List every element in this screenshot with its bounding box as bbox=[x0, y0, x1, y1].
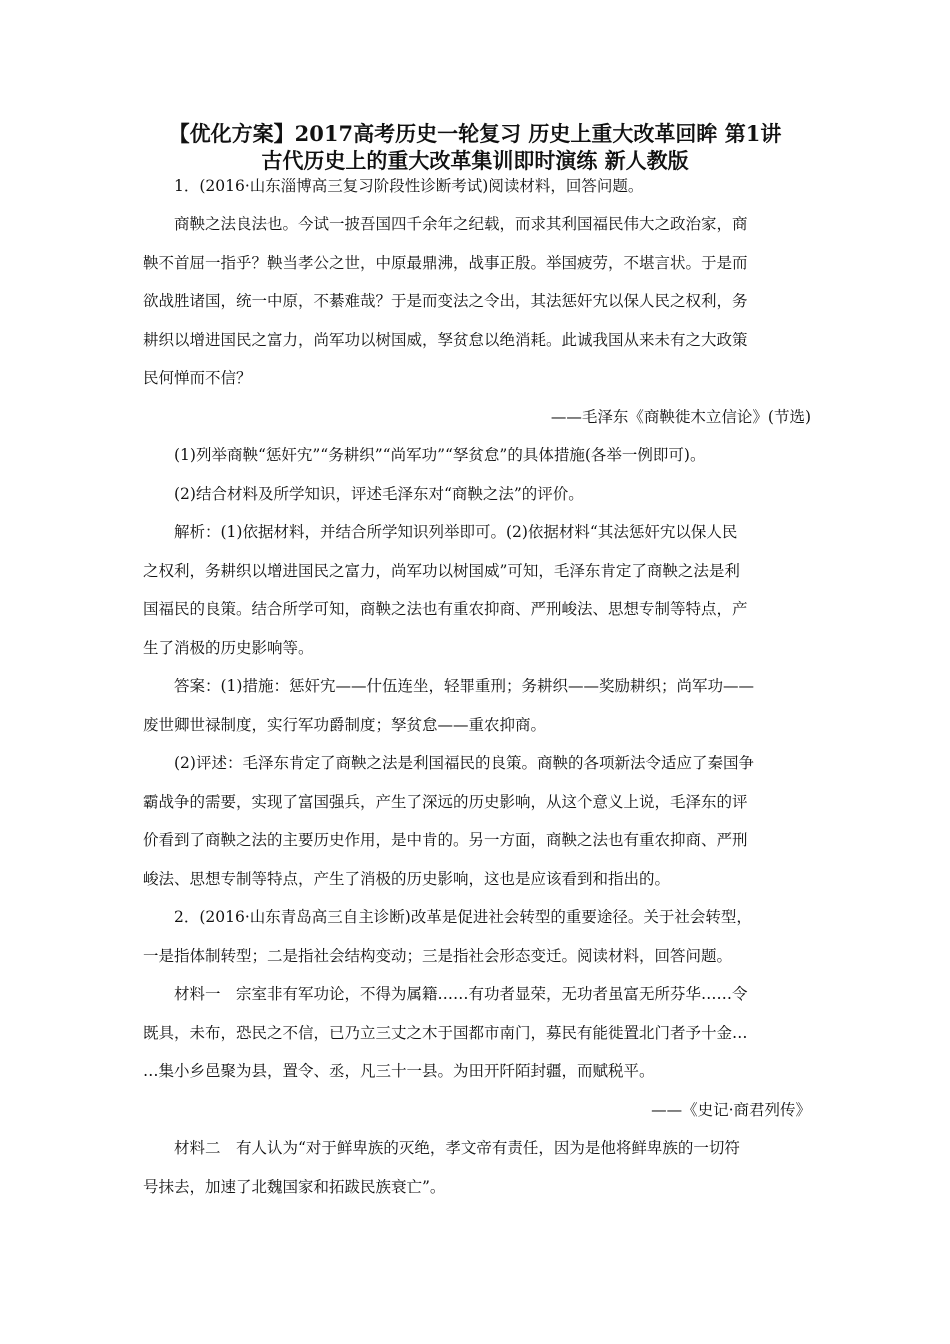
sub-question: (1)列举商鞅“惩奸宄”“务耕织”“尚军功”“孥贫怠”的具体措施(各举一例即可)。 bbox=[174, 446, 706, 464]
citation: ——《史记·商君列传》 bbox=[651, 1101, 811, 1119]
material-1-line: 材料一 宗室非有军功论，不得为属籍……有功者显荣，无功者虽富无所芬华……令 bbox=[174, 985, 748, 1003]
answer-line: 答案：(1)措施：惩奸宄——什伍连坐，轻罪重刑；务耕织——奖励耕织；尚军功—— bbox=[174, 677, 754, 695]
document-title-line-2: 古代历史上的重大改革集训即时演练 新人教版 bbox=[261, 148, 689, 173]
material-1-line: 既具，未布，恐民之不信，已乃立三丈之木于国都市南门，募民有能徙置北门者予十金… bbox=[143, 1024, 748, 1042]
material-2-line: 号抹去，加速了北魏国家和拓跋民族衰亡”。 bbox=[143, 1178, 446, 1196]
analysis-line: 之权利，务耕织以增进国民之富力，尚军功以树国威”可知，毛泽东肯定了商鞅之法是利 bbox=[143, 562, 740, 580]
answer-line: 价看到了商鞅之法的主要历史作用，是中肯的。另一方面，商鞅之法也有重农抑商、严刑 bbox=[143, 831, 748, 849]
question-2-prompt: 一是指体制转型；二是指社会结构变动；三是指社会形态变迁。阅读材料，回答问题。 bbox=[143, 947, 733, 965]
answer-line: (2)评述：毛泽东肯定了商鞅之法是利国福民的良策。商鞅的各项新法令适应了秦国争 bbox=[174, 754, 754, 772]
material-line: 耕织以增进国民之富力，尚军功以树国威，孥贫怠以绝消耗。此诚我国从来未有之大政策 bbox=[143, 331, 748, 349]
material-line: 鞅不首屈一指乎？鞅当孝公之世，中原最鼎沸，战事正殷。举国疲劳，不堪言状。于是而 bbox=[143, 254, 748, 272]
material-line: 民何惮而不信？ bbox=[143, 369, 252, 387]
question-1-prompt: 1．(2016·山东淄博高三复习阶段性诊断考试)阅读材料，回答问题。 bbox=[174, 177, 644, 195]
answer-line: 废世卿世禄制度，实行军功爵制度；孥贫怠——重农抑商。 bbox=[143, 716, 547, 734]
answer-line: 峻法、思想专制等特点，产生了消极的历史影响，这也是应该看到和指出的。 bbox=[143, 870, 671, 888]
answer-line: 霸战争的需要，实现了富国强兵，产生了深远的历史影响，从这个意义上说，毛泽东的评 bbox=[143, 793, 748, 811]
material-2-line: 材料二 有人认为“对于鲜卑族的灭绝，孝文帝有责任，因为是他将鲜卑族的一切符 bbox=[174, 1139, 740, 1157]
analysis-line: 国福民的良策。结合所学可知，商鞅之法也有重农抑商、严刑峻法、思想专制等特点，产 bbox=[143, 600, 748, 618]
sub-question: (2)结合材料及所学知识，评述毛泽东对“商鞅之法”的评价。 bbox=[174, 485, 584, 503]
question-2-prompt: 2．(2016·山东青岛高三自主诊断)改革是促进社会转型的重要途径。关于社会转型， bbox=[174, 908, 752, 926]
analysis-line: 生了消极的历史影响等。 bbox=[143, 639, 314, 657]
material-line: 商鞅之法良法也。今试一披吾国四千余年之纪载，而求其利国福民伟大之政治家，商 bbox=[174, 215, 748, 233]
document-title-line-1: 【优化方案】2017高考历史一轮复习 历史上重大改革回眸 第1讲 bbox=[168, 121, 782, 146]
material-line: 欲战胜诸国，统一中原，不綦难哉？于是而变法之令出，其法惩奸宄以保人民之权利，务 bbox=[143, 292, 748, 310]
citation: ——毛泽东《商鞅徙木立信论》(节选) bbox=[550, 408, 811, 426]
analysis-line: 解析：(1)依据材料，并结合所学知识列举即可。(2)依据材料“其法惩奸宄以保人民 bbox=[174, 523, 738, 541]
material-1-line: …集小乡邑聚为县，置令、丞，凡三十一县。为田开阡陌封疆，而赋税平。 bbox=[143, 1062, 655, 1080]
